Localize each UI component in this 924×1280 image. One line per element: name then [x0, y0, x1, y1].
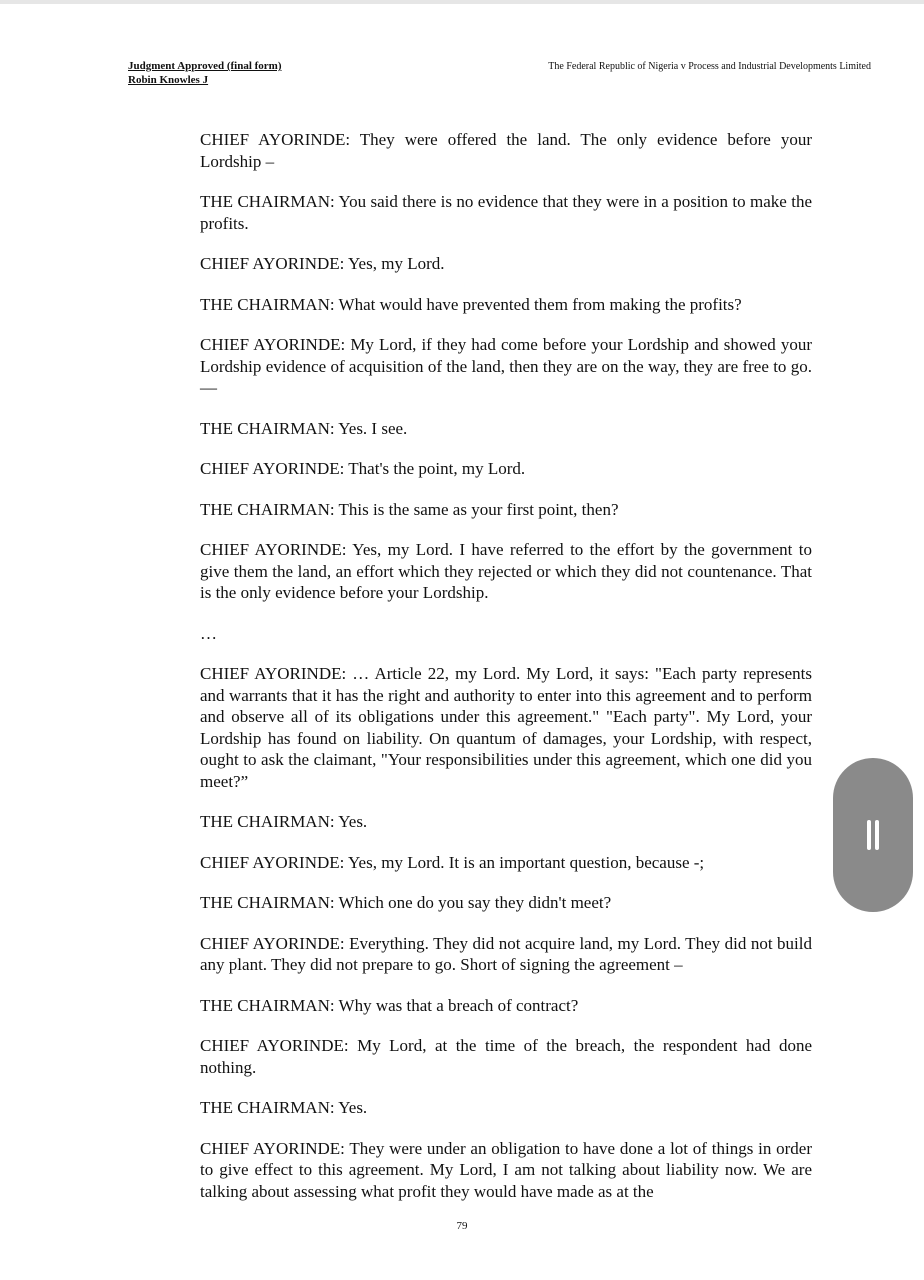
transcript-paragraph: THE CHAIRMAN: Which one do you say they didn't meet?	[200, 893, 612, 912]
transcript-paragraph: CHIEF AYORINDE: My Lord, at the time of the breach, the respondent had done nothing.	[200, 1036, 812, 1077]
drag-handle-icon	[875, 820, 879, 850]
transcript-paragraph: CHIEF AYORINDE: Yes, my Lord. I have referred to the effort by the government to give them the land, an effort which they rejected or which they did not countenance. That is the only evidence before your Lordship.	[200, 540, 812, 602]
transcript-paragraph: CHIEF AYORINDE: … Article 22, my Lord. My Lord, it says: "Each party represents and warrants that it has the right and authority to enter into this agreement and to perform and observe all of its obligations under this agreement." "Each party". My Lord, your Lordship has found on liability. On quantum of damages, your Lordship, with respect, ought to ask the claimant, "Your responsibilities under this agreement, which one did you meet?”	[200, 664, 812, 791]
transcript-paragraph: CHIEF AYORINDE: My Lord, if they had come before your Lordship and showed your Lordship evidence of acquisition of the land, then they are on the way, they are free to go.—	[200, 335, 812, 397]
transcript-paragraph: THE CHAIRMAN: Yes.	[200, 1098, 368, 1117]
judge-name: Robin Knowles J	[128, 74, 209, 86]
case-title: The Federal Republic of Nigeria v Process and Industrial Developments Limited	[548, 61, 871, 72]
header-left	[128, 59, 282, 87]
page-number: 79	[456, 1220, 468, 1232]
transcript-paragraph: CHIEF AYORINDE: Yes, my Lord.	[200, 254, 445, 273]
transcript-paragraph: THE CHAIRMAN: Yes.	[200, 812, 368, 831]
transcript-body	[200, 129, 812, 1221]
judgment-status: Judgment Approved (final form)	[128, 60, 282, 72]
transcript-paragraph: THE CHAIRMAN: Why was that a breach of contract?	[200, 995, 579, 1015]
transcript-paragraph: THE CHAIRMAN: Yes. I see.	[200, 418, 408, 438]
transcript-paragraph: THE CHAIRMAN: What would have prevented them from making the profits?	[200, 294, 742, 314]
scroll-handle[interactable]	[833, 758, 913, 912]
transcript-paragraph: CHIEF AYORINDE: They were under an obligation to have done a lot of things in order to give effect to this agreement. My Lord, I am not talking about liability now. We are talking about assessing what profit they would have made as at the	[200, 1138, 812, 1201]
top-edge-bar	[0, 0, 924, 4]
transcript-paragraph: THE CHAIRMAN: You said there is no evidence that they were in a position to make the profits.	[200, 192, 812, 233]
transcript-paragraph: CHIEF AYORINDE: Everything. They did not acquire land, my Lord. They did not build any plant. They did not prepare to go. Short of signing the agreement –	[200, 933, 812, 974]
transcript-paragraph: CHIEF AYORINDE: That's the point, my Lord.	[200, 459, 526, 478]
transcript-paragraph: CHIEF AYORINDE: They were offered the land. The only evidence before your Lordship –	[200, 130, 812, 171]
drag-handle-icon	[867, 820, 871, 850]
transcript-paragraph: THE CHAIRMAN: This is the same as your first point, then?	[200, 499, 619, 519]
omission-ellipsis: …	[200, 623, 217, 643]
transcript-paragraph: CHIEF AYORINDE: Yes, my Lord. It is an important question, because -;	[200, 852, 705, 872]
